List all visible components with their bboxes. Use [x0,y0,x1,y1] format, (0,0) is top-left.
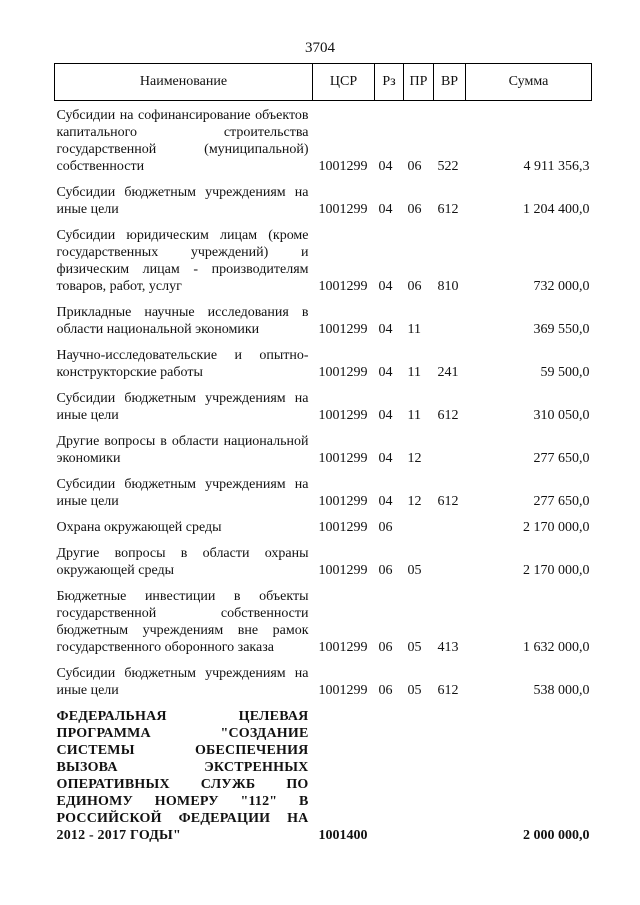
table-row [55,583,592,660]
row-vr-cell: 522 [437,159,459,174]
table-row [55,471,592,514]
page-number: 3704 [305,40,335,56]
budget-table [54,63,592,848]
table-row [55,101,592,180]
header-csr: ЦСР [313,64,375,101]
row-rz-cell [375,703,404,848]
row-rz-cell: 06 [378,563,393,578]
row-rz-cell: 06 [378,683,393,698]
row-vr-cell: 612 [437,408,459,423]
row-pr-cell: 06 [407,279,422,294]
row-vr-cell [434,428,466,471]
row-sum-cell: 2 170 000,0 [523,563,590,578]
row-name-cell: Субсидии бюджетным учреждениям на иные цели [56,477,309,509]
row-sum-cell: 1 204 400,0 [523,202,590,217]
row-csr-cell: 1001299 [318,279,368,294]
row-name-cell: Научно-исследовательские и опытно-конструкторские работы [56,348,309,380]
row-vr-cell: 612 [437,683,459,698]
table-row [55,385,592,428]
row-name-cell: Субсидии бюджетным учреждениям на иные цели [56,391,309,423]
table-row [55,342,592,385]
row-name-cell: ФЕДЕРАЛЬНАЯ ЦЕЛЕВАЯ ПРОГРАММА "СОЗДАНИЕ СИСТЕМЫ ОБЕСПЕЧЕНИЯ ВЫЗОВА ЭКСТРЕННЫХ ОПЕРАТИВНЫХ СЛУЖБ ПО ЕДИНОМУ НОМЕРУ "112" В РОССИЙСКОЙ ФЕДЕРАЦИИ НА 2012 - 2017 ГОДЫ" [56,709,309,843]
header-pr: ПР [404,64,434,101]
header-name: Наименование [55,64,313,101]
row-name-cell: Другие вопросы в области национальной экономики [56,434,309,466]
row-sum-cell: 732 000,0 [533,279,590,294]
row-pr-cell: 06 [407,159,422,174]
header-rz: Рз [375,64,404,101]
table-row [55,222,592,299]
row-sum-cell: 2 170 000,0 [523,520,590,535]
row-rz-cell: 04 [378,159,393,174]
row-csr-cell: 1001299 [318,640,368,655]
row-rz-cell: 04 [378,202,393,217]
table-row [55,660,592,703]
row-pr-cell: 12 [407,494,422,509]
row-csr-cell: 1001299 [318,322,368,337]
row-rz-cell: 04 [378,279,393,294]
row-sum-cell: 59 500,0 [540,365,590,380]
row-rz-cell: 04 [378,365,393,380]
row-csr-cell: 1001299 [318,365,368,380]
row-rz-cell: 04 [378,494,393,509]
row-rz-cell: 06 [378,640,393,655]
row-pr-cell: 05 [407,563,422,578]
row-pr-cell: 05 [407,640,422,655]
row-csr-cell: 1001299 [318,520,368,535]
row-name-cell: Другие вопросы в области охраны окружающей среды [56,546,309,578]
row-sum-cell: 4 911 356,3 [523,159,590,174]
header-vr: ВР [434,64,466,101]
row-sum-cell: 277 650,0 [533,494,590,509]
row-csr-cell: 1001299 [318,683,368,698]
row-rz-cell: 04 [378,408,393,423]
row-pr-cell: 11 [407,322,421,337]
row-rz-cell: 04 [378,322,393,337]
row-pr-cell: 11 [407,408,421,423]
row-pr-cell: 12 [407,451,422,466]
header-sum: Сумма [466,64,592,101]
row-vr-cell: 413 [437,640,459,655]
row-vr-cell [434,299,466,342]
row-sum-cell: 2 000 000,0 [523,828,590,843]
row-name-cell: Субсидии юридическим лицам (кроме государственных учреждений) и физическим лицам - производителям товаров, работ, услуг [56,228,309,294]
row-sum-cell: 538 000,0 [533,683,590,698]
table-row [55,179,592,222]
row-csr-cell: 1001299 [318,202,368,217]
row-name-cell: Субсидии на софинансирование объектов капитального строительства государственной (муниципальной) собственности [56,108,309,174]
row-vr-cell: 810 [437,279,459,294]
row-name-cell: Субсидии бюджетным учреждениям на иные цели [56,185,309,217]
row-rz-cell: 06 [378,520,393,535]
table-header-row [55,64,592,101]
table-row [55,703,592,848]
row-pr-cell [404,703,434,848]
row-vr-cell [434,703,466,848]
row-csr-cell: 1001299 [318,159,368,174]
row-vr-cell [434,540,466,583]
row-name-cell: Охрана окружающей среды [56,520,222,535]
row-vr-cell: 612 [437,202,459,217]
row-pr-cell [404,514,434,540]
row-sum-cell: 310 050,0 [533,408,590,423]
row-sum-cell: 277 650,0 [533,451,590,466]
row-name-cell: Прикладные научные исследования в области национальной экономики [56,305,309,337]
row-sum-cell: 369 550,0 [533,322,590,337]
row-csr-cell: 1001299 [318,451,368,466]
row-csr-cell: 1001299 [318,563,368,578]
table-row [55,514,592,540]
row-pr-cell: 11 [407,365,421,380]
table-row [55,540,592,583]
row-csr-cell: 1001299 [318,494,368,509]
row-vr-cell: 241 [437,365,459,380]
table-body [55,101,592,849]
row-sum-cell: 1 632 000,0 [523,640,590,655]
row-vr-cell: 612 [437,494,459,509]
row-csr-cell: 1001400 [318,828,368,843]
row-name-cell: Субсидии бюджетным учреждениям на иные цели [56,666,309,698]
row-pr-cell: 06 [407,202,422,217]
row-name-cell: Бюджетные инвестиции в объекты государственной собственности бюджетным учреждениям вне рамок государственного оборонного заказа [56,589,309,655]
table-row [55,428,592,471]
row-rz-cell: 04 [378,451,393,466]
row-pr-cell: 05 [407,683,422,698]
table-row [55,299,592,342]
row-csr-cell: 1001299 [318,408,368,423]
row-vr-cell [434,514,466,540]
